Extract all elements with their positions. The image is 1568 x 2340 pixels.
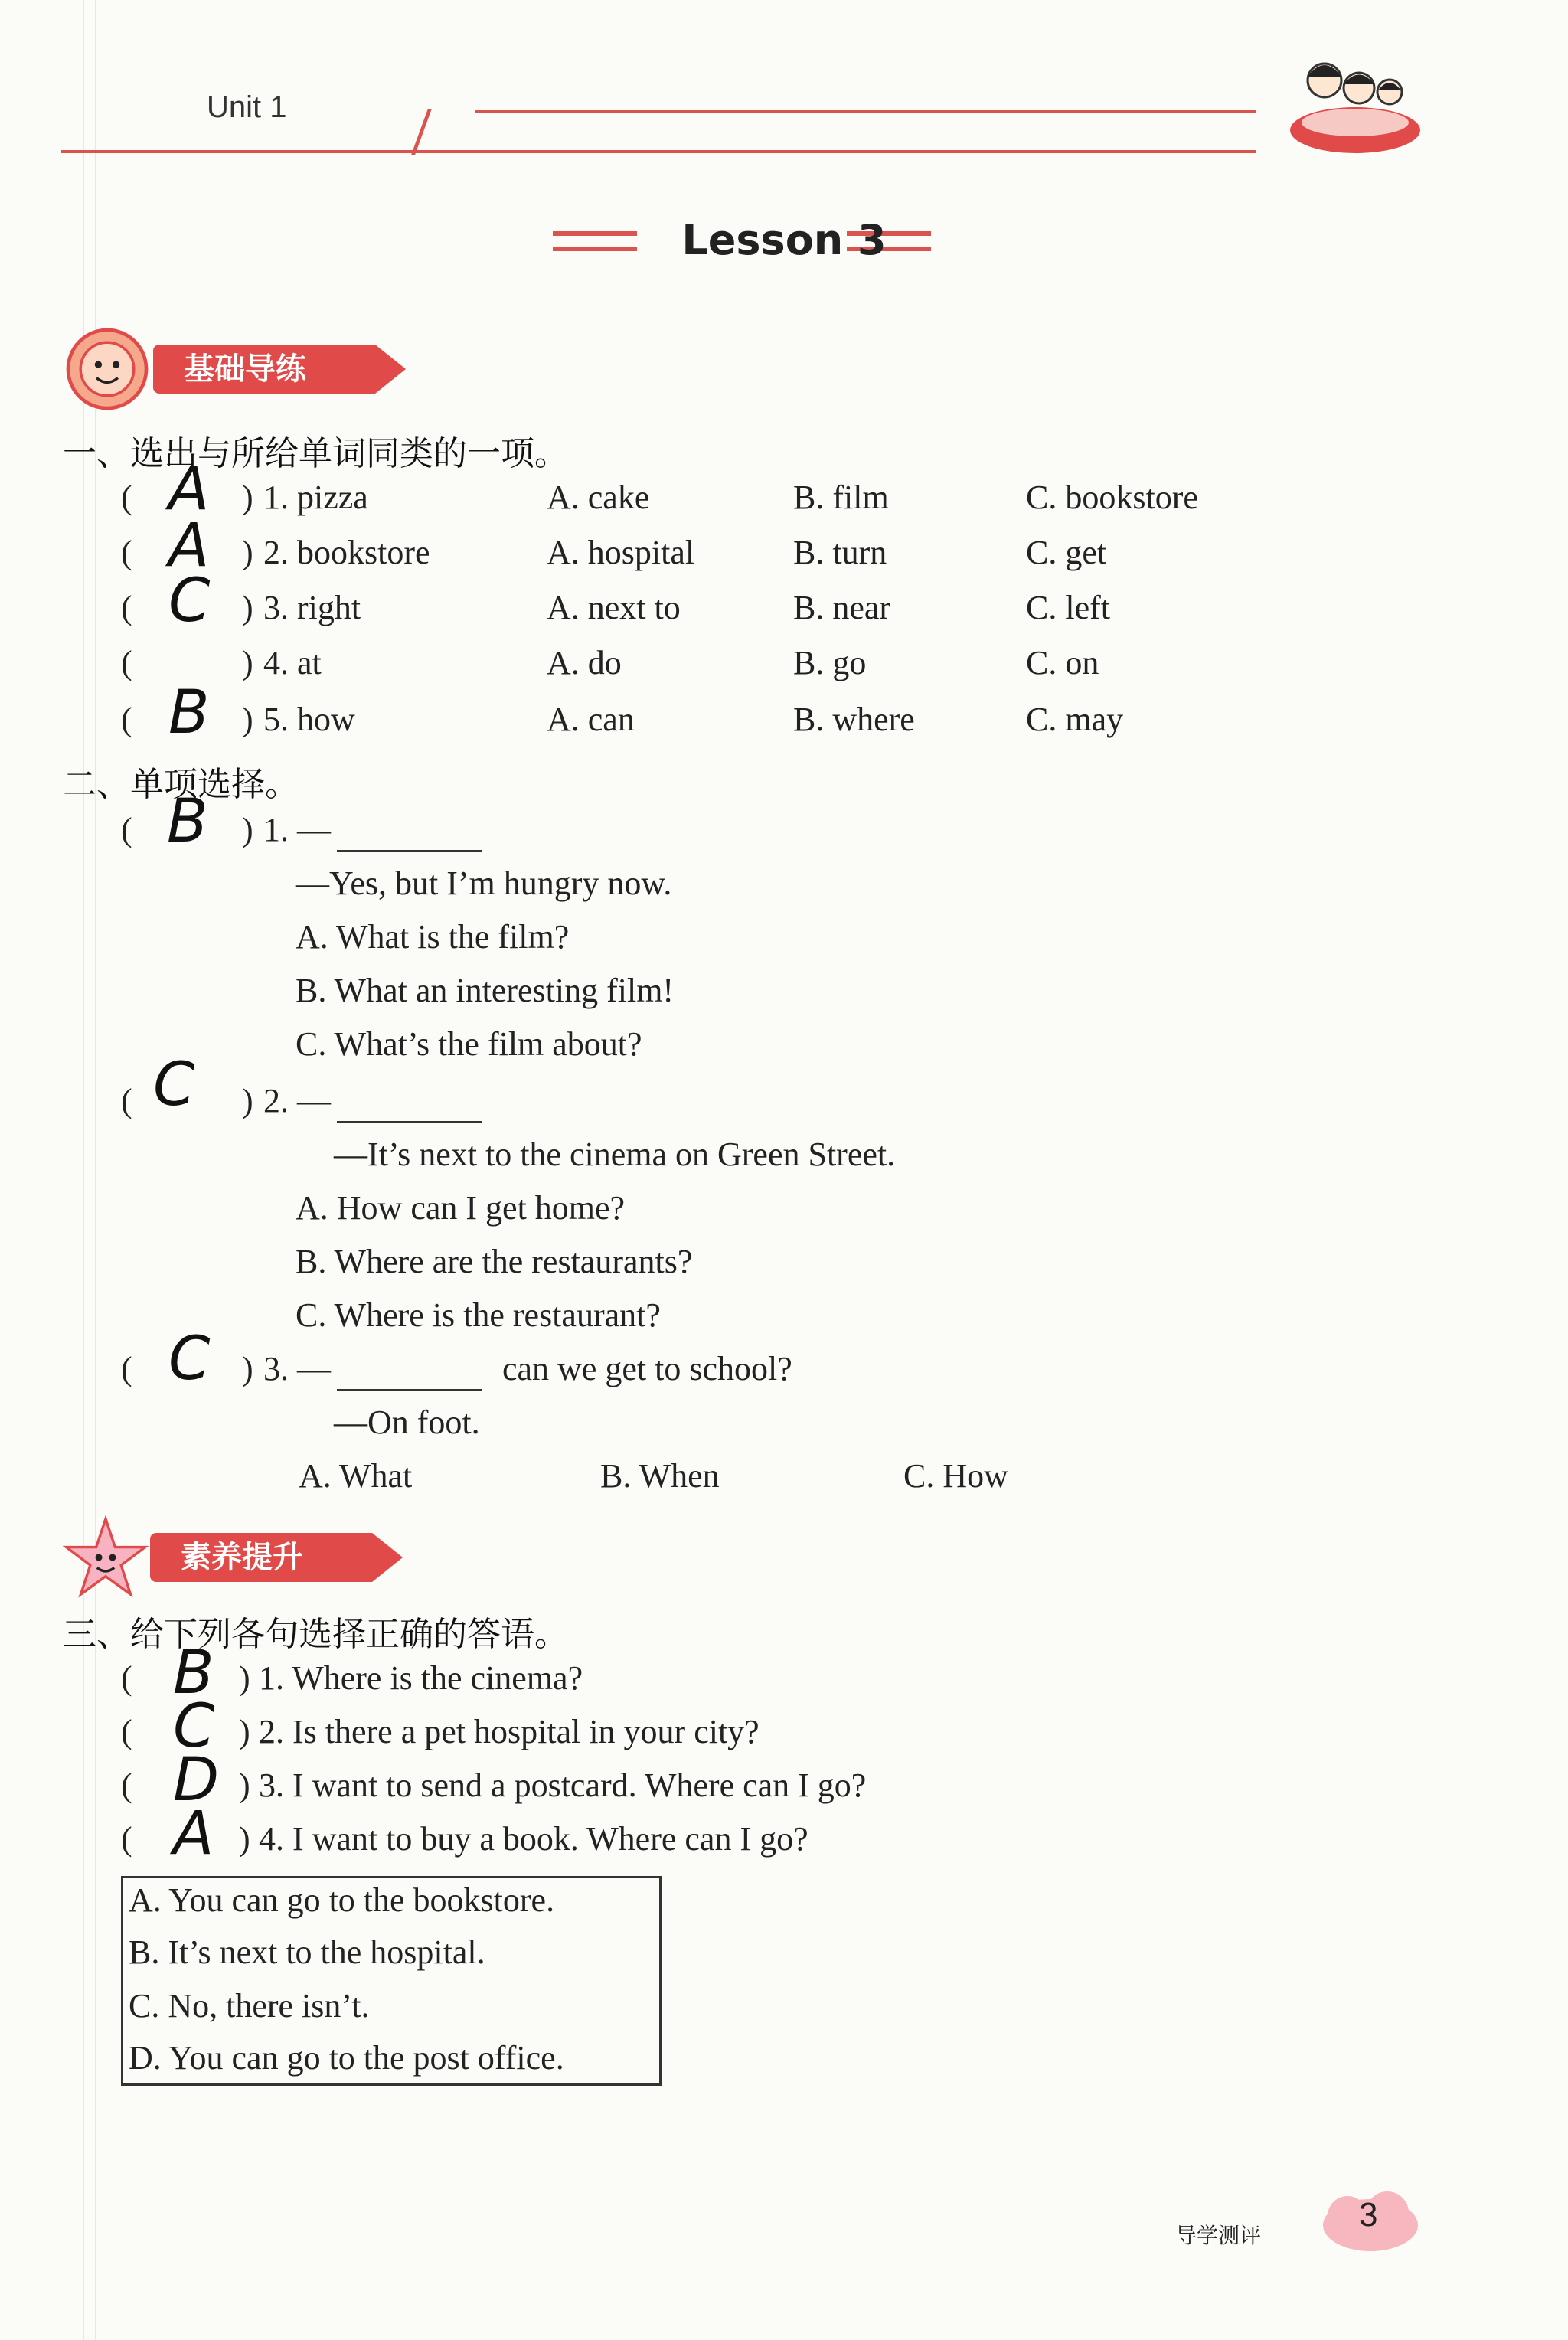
option-a: A. hospital bbox=[547, 534, 695, 571]
option-b: B. Where are the restaurants? bbox=[296, 1243, 693, 1280]
question-word: 4. at bbox=[263, 644, 322, 681]
footer-text: 导学测评 bbox=[1175, 2223, 1262, 2248]
option-c: C. get bbox=[1026, 534, 1107, 571]
handwritten-answer: B bbox=[167, 787, 208, 856]
badge-advance: 素养提升 bbox=[150, 1533, 372, 1582]
handwritten-answer: C bbox=[168, 567, 211, 636]
option-a: A. What bbox=[299, 1457, 413, 1495]
reply-text: —It’s next to the cinema on Green Street. bbox=[334, 1136, 896, 1173]
lesson-title: Lesson 3 bbox=[681, 216, 887, 264]
question-word: 5. how bbox=[263, 701, 355, 738]
handwritten-answer: C bbox=[168, 1325, 211, 1394]
answer-blank bbox=[337, 1361, 482, 1391]
section3-heading: 三、给下列各句选择正确的答语。 bbox=[63, 1615, 568, 1654]
option-b: B. go bbox=[793, 644, 867, 681]
answer-option-b: B. It’s next to the hospital. bbox=[129, 1933, 485, 1971]
reply-text: —On foot. bbox=[334, 1404, 480, 1441]
question-number: 3. — bbox=[263, 1350, 331, 1387]
option-c: C. Where is the restaurant? bbox=[296, 1296, 661, 1334]
handwritten-answer: B bbox=[173, 1639, 214, 1708]
section1-heading: 一、选出与所给单词同类的一项。 bbox=[63, 434, 568, 473]
question-word: 2. bookstore bbox=[263, 534, 430, 571]
question-text: 1. Where is the cinema? bbox=[259, 1659, 583, 1697]
option-a: A. next to bbox=[547, 589, 681, 626]
option-c: C. How bbox=[903, 1457, 1008, 1495]
reply-text: —Yes, but I’m hungry now. bbox=[296, 864, 672, 902]
question-number: 1. — bbox=[263, 811, 331, 848]
option-c: C. What’s the film about? bbox=[296, 1025, 642, 1063]
option-b: B. film bbox=[793, 479, 889, 516]
question-text: 4. I want to buy a book. Where can I go? bbox=[259, 1820, 808, 1858]
option-b: B. What an interesting film! bbox=[296, 972, 675, 1009]
answer-option-a: A. You can go to the bookstore. bbox=[129, 1881, 555, 1919]
header-slash bbox=[411, 109, 470, 155]
option-b: B. turn bbox=[793, 534, 887, 571]
option-c: C. left bbox=[1026, 589, 1110, 626]
option-a: A. can bbox=[547, 701, 635, 738]
answer-blank bbox=[337, 1093, 482, 1123]
question-number: 2. — bbox=[263, 1082, 331, 1119]
sun-face-icon bbox=[63, 325, 152, 413]
handwritten-answer: B bbox=[168, 678, 210, 747]
option-a: A. What is the film? bbox=[296, 918, 570, 956]
option-c: C. may bbox=[1026, 701, 1124, 738]
option-c: C. on bbox=[1026, 644, 1099, 681]
handwritten-answer: C bbox=[153, 1051, 195, 1119]
question-text: 3. I want to send a postcard. Where can I go? bbox=[259, 1766, 867, 1804]
option-a: A. How can I get home? bbox=[296, 1189, 626, 1227]
option-a: A. cake bbox=[547, 479, 650, 516]
page-number: 3 bbox=[1359, 2196, 1378, 2234]
option-b: B. where bbox=[793, 701, 915, 738]
question-word: 3. right bbox=[263, 589, 361, 626]
kids-illustration-icon bbox=[1271, 46, 1424, 161]
answer-option-c: C. No, there isn’t. bbox=[129, 1987, 370, 2025]
option-c: C. bookstore bbox=[1026, 479, 1198, 516]
header-rule bbox=[61, 150, 1256, 153]
handwritten-answer: A bbox=[168, 511, 210, 580]
option-a: A. do bbox=[547, 644, 622, 681]
answer-blank bbox=[337, 822, 482, 852]
header-rule-top bbox=[475, 110, 1256, 113]
option-b: B. near bbox=[793, 589, 891, 626]
handwritten-answer: A bbox=[173, 1799, 214, 1868]
option-b: B. When bbox=[600, 1457, 720, 1495]
badge-basic: 基础导练 bbox=[153, 345, 375, 394]
handwritten-answer: A bbox=[168, 455, 210, 524]
answer-option-d: D. You can go to the post office. bbox=[129, 2039, 564, 2077]
handwritten-answer: D bbox=[173, 1746, 220, 1815]
handwritten-answer: C bbox=[173, 1692, 215, 1761]
star-face-icon bbox=[63, 1515, 149, 1600]
unit-label: Unit 1 bbox=[207, 90, 287, 124]
section2-heading: 二、单项选择。 bbox=[63, 765, 299, 804]
question-tail: can we get to school? bbox=[502, 1350, 792, 1387]
question-text: 2. Is there a pet hospital in your city? bbox=[259, 1713, 760, 1750]
question-word: 1. pizza bbox=[263, 479, 368, 516]
